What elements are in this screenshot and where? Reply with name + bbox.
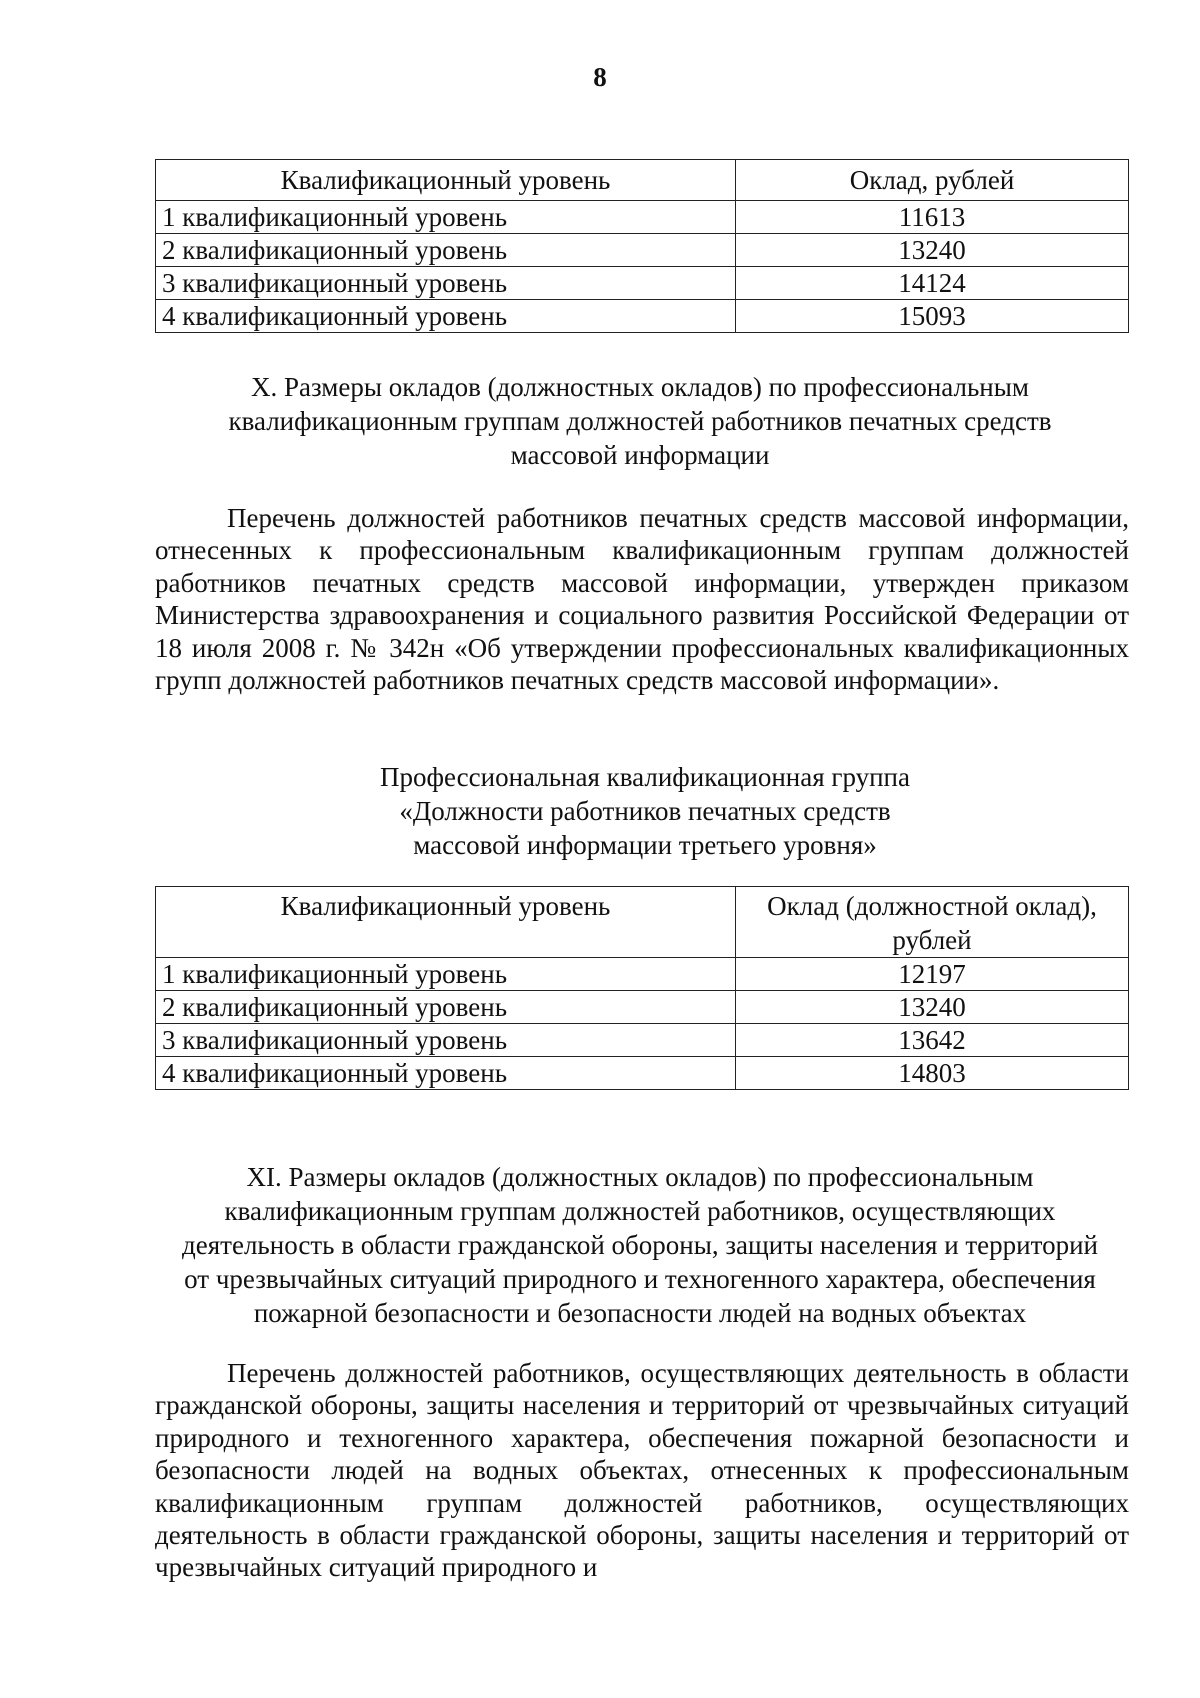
table-row bbox=[156, 201, 1129, 234]
table-row bbox=[156, 958, 1129, 991]
table-row bbox=[156, 267, 1129, 300]
section-xi-paragraph: Перечень должностей работников, осуществляющих деятельность в области гражданской обороны, защиты населения и территорий от чрезвычайных ситуаций природного и техногенного характера, обеспечения пожарной безопасности и безопасности людей на водных объектах, отнесенных к профессиональным квалификационным группам должностей работников, осуществляющих деятельность в области гражданской обороны, защиты населения и территорий от чрезвычайных ситуаций природного и bbox=[155, 1358, 1129, 1583]
salary-cell: 11613 bbox=[736, 201, 1129, 234]
column-header-level: Квалификационный уровень bbox=[156, 160, 736, 201]
column-header-salary: Оклад, рублей bbox=[736, 160, 1129, 201]
salary-cell: 14124 bbox=[736, 267, 1129, 300]
table-row bbox=[156, 991, 1129, 1024]
column-header-level: Квалификационный уровень bbox=[156, 887, 736, 958]
level-cell: 3 квалификационный уровень bbox=[156, 1024, 736, 1057]
table-header-row bbox=[156, 160, 1129, 201]
salary-table-1 bbox=[155, 159, 1129, 333]
table-row bbox=[156, 1024, 1129, 1057]
level-cell: 1 квалификационный уровень bbox=[156, 201, 736, 234]
salary-cell: 15093 bbox=[736, 300, 1129, 333]
salary-table-2 bbox=[155, 886, 1129, 1090]
salary-cell: 13642 bbox=[736, 1024, 1129, 1057]
table-row bbox=[156, 1057, 1129, 1090]
table-header-row bbox=[156, 887, 1129, 958]
salary-cell: 13240 bbox=[736, 991, 1129, 1024]
table-row bbox=[156, 300, 1129, 333]
salary-cell: 14803 bbox=[736, 1057, 1129, 1090]
level-cell: 3 квалификационный уровень bbox=[156, 267, 736, 300]
salary-cell: 12197 bbox=[736, 958, 1129, 991]
section-x-paragraph: Перечень должностей работников печатных средств массовой информации, отнесенных к профессиональным квалификационным группам должностей работников печатных средств массовой информации, утвержден приказом Министерства здравоохранения и социального развития Российской Федерации от 18 июля 2008 г. № 342н «Об утверждении профессиональных квалификационных групп должностей работников печатных средств массовой информации». bbox=[155, 503, 1129, 696]
salary-cell: 13240 bbox=[736, 234, 1129, 267]
level-cell: 4 квалификационный уровень bbox=[156, 1057, 736, 1090]
qualification-group-heading: Профессиональная квалификационная группа «Должности работников печатных средств массовой информации третьего уровня» bbox=[380, 762, 910, 860]
level-cell: 1 квалификационный уровень bbox=[156, 958, 736, 991]
section-xi-heading: XI. Размеры окладов (должностных окладов) по профессиональным квалификационным группам должностей работников, осуществляющих деятельность в области гражданской обороны, защиты населения и территорий от чрезвычайных ситуаций природного и техногенного характера, обеспечения пожарной безопасности и безопасности людей на водных объектах bbox=[182, 1162, 1098, 1328]
column-header-salary: Оклад (должностной оклад), рублей bbox=[736, 887, 1129, 958]
level-cell: 2 квалификационный уровень bbox=[156, 991, 736, 1024]
level-cell: 4 квалификационный уровень bbox=[156, 300, 736, 333]
page-number: 8 bbox=[593, 62, 607, 92]
table-row bbox=[156, 234, 1129, 267]
level-cell: 2 квалификационный уровень bbox=[156, 234, 736, 267]
section-x-heading: X. Размеры окладов (должностных окладов) по профессиональным квалификационным группам должностей работников печатных средств массовой информации bbox=[228, 372, 1052, 470]
